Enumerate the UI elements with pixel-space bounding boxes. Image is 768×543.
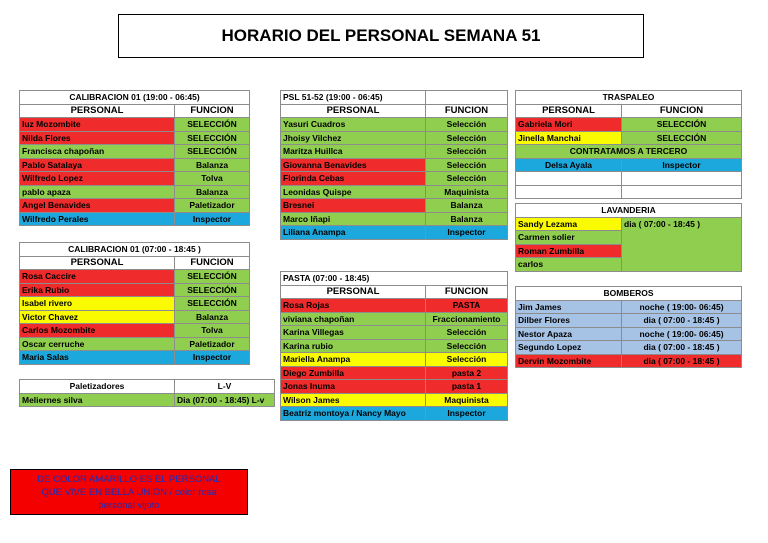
paletizadores-table [19, 379, 275, 407]
table-caption: TRASPALEO [516, 91, 742, 105]
table-row-name: Mariella Anampa [281, 353, 426, 367]
table-row-name: luz Mozombite [20, 118, 175, 132]
table-row-role: Balanza [175, 158, 250, 172]
table-row [516, 341, 742, 355]
table-row [20, 131, 250, 145]
table-row-role: Paletizador [175, 337, 250, 351]
table-row [516, 118, 742, 132]
table-row-name: Florinda Cebas [281, 172, 426, 186]
table-row-role: SELECCIÓN [622, 131, 742, 145]
note-line: DE COLOR AMARILLO ES EL PERSONAL [37, 474, 221, 485]
table-row-name: Giovanna Benavides [281, 158, 426, 172]
table-row [281, 158, 508, 172]
column-header: PERSONAL [20, 104, 175, 118]
table-row-name: Rosa Rojas [281, 299, 426, 313]
traspaleo-table [515, 90, 742, 199]
table-row-role: SELECCIÓN [622, 118, 742, 132]
table-row [281, 212, 508, 226]
table-row-name: Liliana Anampa [281, 226, 426, 240]
table-row-name: Jhoisy Vilchez [281, 131, 426, 145]
column-header: FUNCION [426, 285, 508, 299]
table-row-role: Paletizador [175, 199, 250, 213]
table-row [281, 407, 508, 421]
lavanderia-table [515, 203, 742, 272]
table-row [281, 326, 508, 340]
column-header: PERSONAL [516, 104, 622, 118]
table-row [20, 270, 250, 284]
table-row-schedule: dia ( 07:00 - 18:45 ) [622, 314, 742, 328]
table-row-role: Inspector [426, 407, 508, 421]
table-row-name: Wilfredo Perales [20, 212, 175, 226]
table-row-name: Sandy Lezama [516, 217, 622, 231]
table-row-role: Inspector [426, 226, 508, 240]
table-row [281, 145, 508, 159]
table-row [20, 158, 250, 172]
table-row-name: Wilfredo Lopez [20, 172, 175, 186]
table-row-name: Pablo Satalaya [20, 158, 175, 172]
table-row-name: Wilson James [281, 393, 426, 407]
table-row [281, 226, 508, 240]
table-row [20, 199, 250, 213]
table-row-name: Roman Zumbilla [516, 244, 622, 258]
table-row [281, 380, 508, 394]
calibracion-dia-table [19, 242, 250, 365]
table-row [516, 217, 742, 231]
table-row-name: Isabel rivero [20, 297, 175, 311]
table-row [20, 351, 250, 365]
table-row-name: Bresnei [281, 199, 426, 213]
table-row [516, 354, 742, 368]
note-line: personal vijoto [98, 500, 160, 511]
table-row-role: SELECCIÓN [175, 297, 250, 311]
table-row-name: Maria Salas [20, 351, 175, 365]
table-row [281, 299, 508, 313]
table-row-name: Delsa Ayala [516, 158, 622, 172]
column-header: FUNCION [175, 104, 250, 118]
table-row-role: pasta 1 [426, 380, 508, 394]
bomberos-table [515, 286, 742, 368]
table-row-role: Selección [426, 172, 508, 186]
table-row-schedule: noche ( 19:00- 06:45) [622, 300, 742, 314]
table-row [281, 312, 508, 326]
table-row [20, 145, 250, 159]
table-row [20, 310, 250, 324]
table-row-schedule: dia ( 07:00 - 18:45 ) [622, 354, 742, 368]
contract-banner: CONTRATAMOS A TERCERO [516, 145, 742, 159]
table-row-role: Maquinista [426, 393, 508, 407]
column-header: PERSONAL [281, 285, 426, 299]
table-row [20, 172, 250, 186]
table-row [20, 118, 250, 132]
table-row [516, 300, 742, 314]
table-row-name: Segundo Lopez [516, 341, 622, 355]
table-row-role: Selección [426, 118, 508, 132]
table-row-role: Selección [426, 158, 508, 172]
column-header: PERSONAL [20, 256, 175, 270]
table-row-name: Carmen solier [516, 231, 622, 245]
table-row-schedule: noche ( 19:00- 06:45) [622, 327, 742, 341]
table-row-role: Selección [426, 326, 508, 340]
table-row-name: Nestor Apaza [516, 327, 622, 341]
table-caption: PASTA (07:00 - 18:45) [281, 272, 508, 286]
table-row-role: Balanza [426, 199, 508, 213]
table-row [516, 314, 742, 328]
table-row-role: SELECCIÓN [175, 283, 250, 297]
table-row-role: Maquinista [426, 185, 508, 199]
table-row-name: Oscar cerruche [20, 337, 175, 351]
table-row [281, 393, 508, 407]
table-row [281, 366, 508, 380]
table-row [20, 212, 250, 226]
table-row [281, 353, 508, 367]
table-row-name: viviana chapoñan [281, 312, 426, 326]
table-row [20, 283, 250, 297]
psl-table [280, 90, 508, 240]
table-row-role: SELECCIÓN [175, 145, 250, 159]
note-line: QUE VIVE EN BELLA UNION / color rosa [41, 487, 217, 498]
table-row-name: Diego Zumbilla [281, 366, 426, 380]
table-row [516, 131, 742, 145]
table-row-role: Balanza [175, 310, 250, 324]
table-row-role: Selección [426, 339, 508, 353]
table-row [516, 327, 742, 341]
table-row [20, 297, 250, 311]
table-row-name: Jonas Inuma [281, 380, 426, 394]
table-row-role: Tolva [175, 324, 250, 338]
table-row-role: Fraccionamiento [426, 312, 508, 326]
table-row-name: carlos [516, 258, 622, 272]
table-row-role: Inspector [622, 158, 742, 172]
table-row-role: Inspector [175, 351, 250, 365]
table-row [281, 185, 508, 199]
table-row-name: Rosa Caccire [20, 270, 175, 284]
table-row-name: Jim James [516, 300, 622, 314]
table-row-name: Carlos Mozombite [20, 324, 175, 338]
table-row-name: Meliernes silva [20, 393, 175, 407]
table-row [20, 324, 250, 338]
table-row-role: Selección [426, 131, 508, 145]
column-header: FUNCION [622, 104, 742, 118]
table-row [281, 118, 508, 132]
table-row-name: Jinella Manchai [516, 131, 622, 145]
table-row-name: Yasuri Cuadros [281, 118, 426, 132]
pasta-table [280, 271, 508, 421]
table-row-role: SELECCIÓN [175, 270, 250, 284]
table-row-role: Selección [426, 145, 508, 159]
table-row [281, 339, 508, 353]
table-row [20, 185, 250, 199]
table-row [20, 337, 250, 351]
table-row [281, 199, 508, 213]
table-row [281, 172, 508, 186]
table-row-name: Marco Iñapi [281, 212, 426, 226]
table-row-role: SELECCIÓN [175, 131, 250, 145]
table-row-name: Angel Benavides [20, 199, 175, 213]
table-row-name: Dilber Flores [516, 314, 622, 328]
table-caption: CALIBRACION 01 (19:00 - 06:45) [20, 91, 250, 105]
column-header: FUNCION [426, 104, 508, 118]
table-row-role: Inspector [175, 212, 250, 226]
table-caption: PSL 51-52 (19:00 - 06:45) [281, 91, 426, 105]
table-row-name: pablo apaza [20, 185, 175, 199]
page-title: HORARIO DEL PERSONAL SEMANA 51 [118, 14, 644, 58]
table-row-role: Balanza [426, 212, 508, 226]
calibracion-noche-table [19, 90, 250, 226]
table-row-role: Balanza [175, 185, 250, 199]
table-row-name: Karina Villegas [281, 326, 426, 340]
table-row-role: pasta 2 [426, 366, 508, 380]
table-caption: CALIBRACION 01 (07:00 - 18:45 ) [20, 243, 250, 257]
table-row-role: Selección [426, 353, 508, 367]
table-row-schedule: dia ( 07:00 - 18:45 ) [622, 217, 742, 271]
table-row-schedule: dia ( 07:00 - 18:45 ) [622, 341, 742, 355]
column-header: Paletizadores [20, 380, 175, 394]
table-row-schedule: Dia (07:00 - 18:45) L-v [175, 393, 275, 407]
table-caption: LAVANDERIA [516, 204, 742, 218]
table-row-name: Gabriela Mori [516, 118, 622, 132]
table-row-name: Francisca chapoñan [20, 145, 175, 159]
table-row-name: Leonidas Quispe [281, 185, 426, 199]
table-row-name: Victor Chavez [20, 310, 175, 324]
column-header: L-V [175, 380, 275, 394]
column-header: PERSONAL [281, 104, 426, 118]
table-row-name: Maritza Huillca [281, 145, 426, 159]
table-row-name: Dervin Mozombite [516, 354, 622, 368]
table-caption: BOMBEROS [516, 287, 742, 301]
table-row-name: Karina rubio [281, 339, 426, 353]
table-row-role: Tolva [175, 172, 250, 186]
table-row-role: SELECCIÓN [175, 118, 250, 132]
table-row-name: Beatriz montoya / Nancy Mayo [281, 407, 426, 421]
color-legend-note [10, 469, 248, 515]
table-row-name: Nilda Flores [20, 131, 175, 145]
table-row-role: PASTA [426, 299, 508, 313]
column-header: FUNCION [175, 256, 250, 270]
table-row-name: Erika Rubio [20, 283, 175, 297]
table-row [281, 131, 508, 145]
